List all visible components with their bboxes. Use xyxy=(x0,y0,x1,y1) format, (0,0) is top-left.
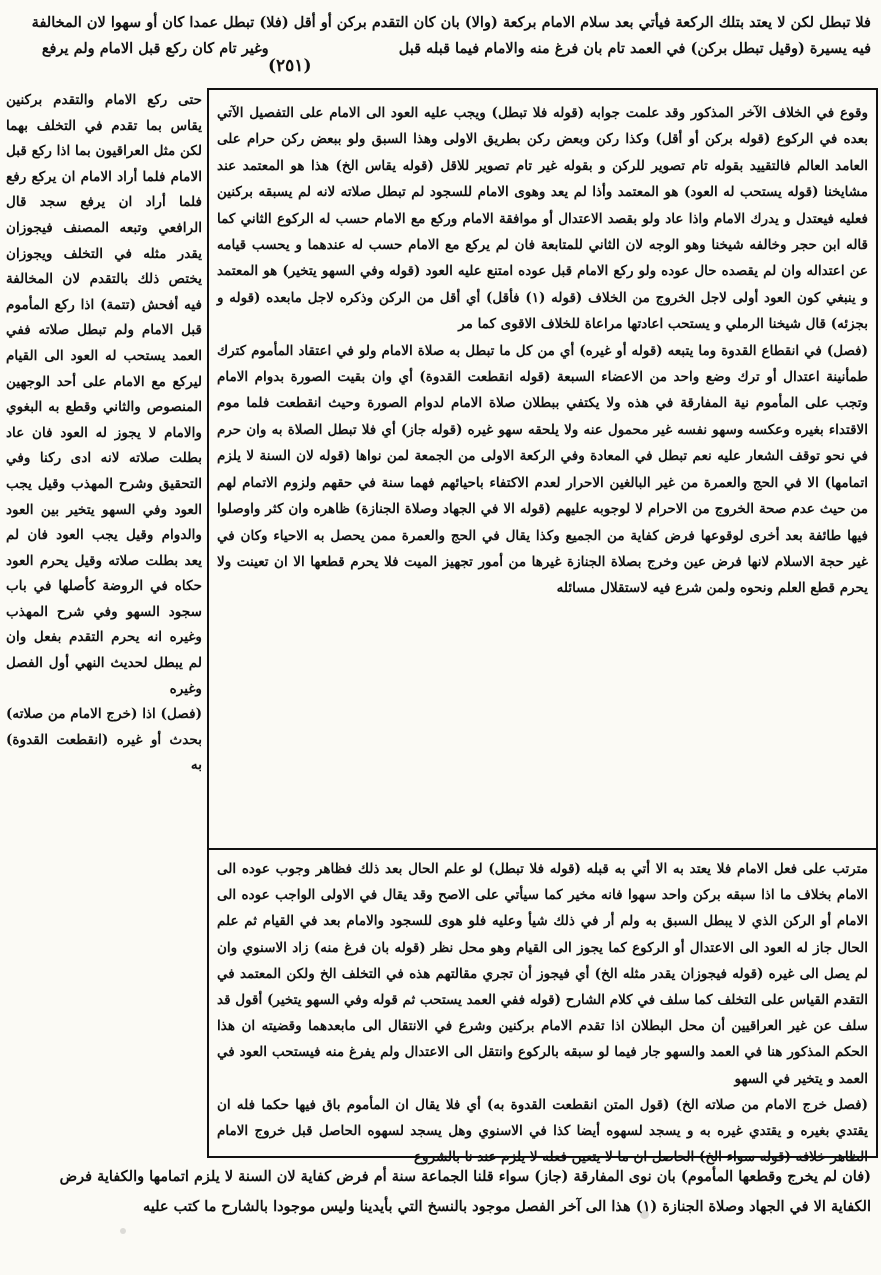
bottom-margin-line-1: (فان لم يخرج وقطعها المأموم) بان نوى المفارقة (جاز) سواء قلنا الجماعة سنة أم فرض كفاية لان السنة لا يلزم اتمامها والكفاية فرض xyxy=(59,1168,871,1185)
commentary-upper-paragraph-2: (فصل) في انقطاع القدوة وما يتبعه (قوله أو غيره) أي من كل ما تبطل به صلاة الامام ولو في اعتقاد المأموم كترك طمأنينة اعتدال أو ترك وضع واحد من الاعضاء السبعة (قوله انقطعت القدوة) أي وان بقيت الصورة بدوام الامام وتجب على المأموم نية المفارقة في هذه ولا يكتفي ببطلان صلاة الامام لدوام الصورة وحيث انقطعت فلما موم الاقتداء بغيره وعكسه وسهو نفسه غير محمول عنه ولا يلحقه سهو غيره (قوله جاز) أي فلا تبطل الصلاة به وان حرم في نحو توقف الشعار عليه نعم تبطل في المعادة وفي الركعة الاولى من الجمعة لمن نواها (قوله لان السنة لا يلزم اتمامها) الا في الحج والعمرة من غير البالغين الاحرار لعدم الاكتفاء باحيائهم فهما سنة في حقهم ولزوم الاتمام لهم من حيث عدم صحة الخروج من الاحرام لا لوجوبه عليهم (قوله الا في الجهاد وصلاة الجنازة) ظاهره وان كثر واوصلوا فيها طائفة بعد أخرى لوقوعها فرض كفاية من الجميع وكذا يقال في الحج والعمرة ممن يحصل به الاحياء وكان في غير حجة الاسلام لانها فرض عين وخرج بصلاة الجنازة غيرها من أمور تجهيز الميت فلا يحرم قطعها الا ان تعينت ولا يحرم قطع العلم ونحوه ولمن شرع فيه لاستقلال مسائله xyxy=(217,342,868,597)
ink-blot xyxy=(640,1210,649,1219)
side-column-section-start: (فصل) اذا (خرج الامام من صلاته) بحدث أو غيره (انقطعت القدوة) به xyxy=(6,706,202,774)
commentary-box xyxy=(207,88,878,1166)
top-margin-line-1: فلا تبطل لكن لا يعتد بتلك الركعة فيأتي بعد سلام الامام بركعة (والا) بان كان التقدم بركن أو أقل (فلا) تبطل عمدا كان أو سهوا لان المخالفة xyxy=(31,14,871,31)
page-number: (٢٥١) xyxy=(268,56,312,76)
top-margin-line-2-start: فيه يسيرة (وقيل تبطل بركن) في العمد تام بان فرغ منه والامام فيما قبله قبل xyxy=(398,40,871,57)
bottom-margin-text xyxy=(6,1162,871,1234)
commentary-lower-paragraph-1: مترتب على فعل الامام فلا يعتد به الا أتي به قبله (قوله فلا تبطل) لو علم الحال بعد ذلك فظاهر وجوب عوده الى الامام بخلاف ما اذا سبقه بركن واحد سهوا فانه مخير كما سيأتي على الاصح وقد يقال في الاولى الواجب عوده الى الامام أو الركن الذي لا يبطل السبق به ولم أر في ذلك شيأ وعليه فلو هوى للسجود والامام بعد في القيام ثم علم الحال جاز له العود الى الاعتدال أو الركوع كما يجوز الى القيام وهو محل نظر (قوله بان فرغ منه) زاد الاسنوي وان لم يصل الى غيره (قوله فيجوزان يقدر مثله الخ) أي فيجوز أن تجري مقالتهم هذه في التخلف الخ ولكن المعتمد في التقدم القياس على التخلف كما سلف في كلام الشارح (قوله ففي العمد يستحب ثم قوله وفي السهو يتخير) أقول قد سلف عن غير العراقيين أن محل البطلان اذا تقدم الامام بركنين وشرع في الانتقال الى مابعدهما وقضيته ان هذا الحكم المذكور هنا في العمد والسهو جار فيما لو سبقه بالركوع وانتقل الى الاعتدال ولم يفرغ منه فيستحب العود في العمد و يتخير في السهو xyxy=(217,861,868,1087)
commentary-upper-paragraph-1: وقوع في الخلاف الآخر المذكور وقد علمت جوابه (قوله فلا تبطل) ويجب عليه العود الى الامام على التفصيل الآتي بعده في الركوع (قوله بركن أو أقل) وكذا ركن وبعض ركن بطريق الاولى وهذا السبق ولو ببعض ركن حرام على العامد العالم فالتقييد بقوله تام تصوير للركن و بقوله غير تام تصوير للاقل (قوله يقاس الخ) هذا هو المعتمد عند مشايخنا (قوله يستحب له العود) هو المعتمد وأذا لم يعد وهوى الامام للسجود لم تبطل صلاته لانه لم يسبقه بركنين فعليه فيعتدل و يدرك الامام واذا عاد ولو بقصد الاعتدال أو موافقة الامام وركع مع الامام حسب له الركوع الثاني كما قاله ابن حجر وخالفه شيخنا وهو الوجه لان الثاني للمتابعة فان لم يركع مع الامام حسب له عندهما و يحسب قيامه عن اعتداله وان لم يقصده حال عوده ولو ركع الامام قبل عوده امتنع عليه العود (قوله وفي السهو يتخير) هو المعتمد و ينبغي كون العود أولى لاجل الخروج من الخلاف (قوله (١) فأقل) أي أقل من الركن وذكره لاجل مابعده (قوله و بجزئه) قال شيخنا الرملي و يستحب اعادتها مراعاة للخلاف الاقوى كما مر xyxy=(217,105,868,333)
commentary-divider xyxy=(209,848,876,850)
top-margin-line-2-end: وغير تام كان ركع قبل الامام ولم يرفع xyxy=(41,40,269,57)
side-column-main-text xyxy=(6,88,202,1138)
commentary-lower-paragraph-2: (فصل خرج الامام من صلاته الخ) (قول المتن انقطعت القدوة به) أي فلا يقال ان المأموم باق فيها حكما فله ان يقتدي بغيره و يقتدي غيره به و يسجد لسهوه أيضا كذا في الاسنوي وهل يسجد لسهوه الحاصل قبل خروج الامام الظاهر خلافه (قوله سواء الخ) الحاصل ان ما لا يتعين فعله لا يلزم عند نا بالشروع xyxy=(217,1096,868,1166)
commentary-upper-section xyxy=(217,100,868,840)
top-margin-line-2 xyxy=(6,36,871,62)
ink-blot xyxy=(120,1228,126,1234)
side-column-text: حتى ركع الامام والتقدم بركنين يقاس بما تقدم في التخلف بهما لكن مثل العراقيون بما اذا ركع قبل الامام فلما أراد الامام ان يركع رفع فلما أراد ان يرفع سجد قال الرافعي وتبعه المصنف فيجوزان يقدر مثله في التخلف ويجوزان يختص ذلك بالتقدم لان المخالفة فيه أفحش (تتمة) اذا ركع المأموم قبل الامام ولم تبطل صلاته ففي العمد يستحب له العود الى القيام ليركع مع الامام على أحد الوجهين المنصوص والثاني وقطع به البغوي والامام لا يجوز له العود فان عاد بطلت صلاته لانه ادى ركنا وفي التحقيق وشرح المهذب وقيل يجب العود وفي السهو يتخير بين العود والدوام وقيل يجب العود فان لم يعد بطلت صلاته وقيل يحرم العود حكاه في الروضة كأصلها في باب سجود السهو وفي شرح المهذب وغيره انه يحرم التقدم بفعل وان لم يبطل لحديث النهي أول الفصل وغيره xyxy=(6,92,202,697)
top-margin-text xyxy=(6,10,871,88)
commentary-lower-section xyxy=(217,856,868,1166)
bottom-margin-line-2: الكفاية الا في الجهاد وصلاة الجنازة (١) هذا الى آخر الفصل موجود بالنسخ التي بأيدينا وليس موجودا بالشارح ما كتب عليه xyxy=(142,1198,871,1215)
